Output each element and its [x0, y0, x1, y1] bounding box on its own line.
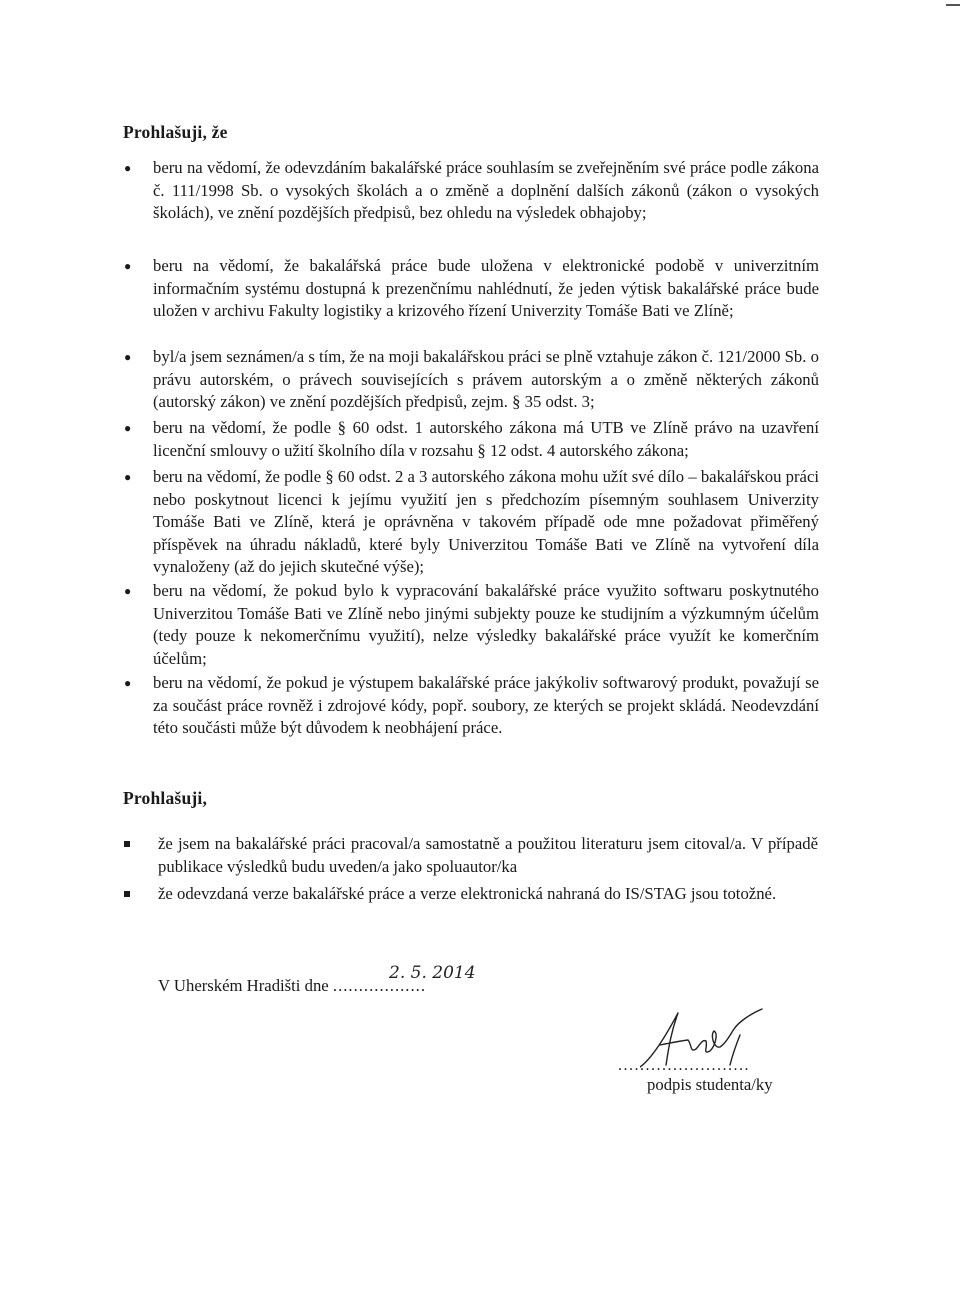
section2-heading: Prohlašuji, — [123, 788, 208, 808]
list-item-text: beru na vědomí, že pokud je výstupem bakalářské práce jakýkoliv softwarový produkt, považují se za součást práce rovněž i zdrojové kódy, popř. soubory, ze kterých se projekt skládá. Neodevzdání této součásti může být důvodem k neobhájení práce. — [153, 673, 819, 738]
handwritten-date: 2. 5. 2014 — [389, 963, 476, 983]
place-label: V Uherském Hradišti dne — [158, 976, 329, 995]
list-item-text: beru na vědomí, že odevzdáním bakalářské práce souhlasím se zveřejněním své práce podle zákona č. 111/1998 Sb. o vysokých školách a o změně a doplnění dalších zákonů (zákon o vysokých školách), ve znění pozdějších předpisů, bez ohledu na výsledek obhajoby; — [153, 158, 819, 223]
section1-heading: Prohlašuji, že — [123, 122, 228, 142]
bullet-icon: ● — [124, 584, 132, 598]
place-date-line — [158, 976, 426, 996]
list-item-text: beru na vědomí, že bakalářská práce bude uložena v elektronické podobě v univerzitním informačním systému dostupná k prezenčnímu nahlédnutí, že jeden výtisk bakalářské práce bude uložen v archivu Fakulty logistiky a krizového řízení Univerzity Tomáše Bati ve Zlíně; — [153, 256, 819, 321]
square-bullet-icon — [124, 841, 130, 847]
bullet-icon: ● — [124, 676, 132, 690]
list-item-text: byl/a jsem seznámen/a s tím, že na moji bakalářskou práci se plně vztahuje zákon č. 121/2000 Sb. o právu autorském, o právech souvisejících s právem autorským a o změně některých zákonů (autorský zákon) ve znění pozdějších předpisů, zejm. § 35 odst. 3; — [153, 347, 819, 412]
bullet-icon: ● — [124, 421, 132, 435]
list-item-text: že odevzdaná verze bakalářské práce a verze elektronická nahraná do IS/STAG jsou totožné. — [158, 884, 777, 903]
bullet-icon: ● — [124, 161, 132, 175]
bullet-icon: ● — [124, 470, 132, 484]
date-dots: .................. — [332, 976, 426, 995]
bullet-icon: ● — [124, 350, 132, 364]
list-item-text: beru na vědomí, že podle § 60 odst. 1 autorského zákona má UTB ve Zlíně právo na uzavření licenční smlouvy o užití školního díla v rozsahu § 12 odst. 4 autorského zákona; — [153, 418, 819, 460]
list-item-text: beru na vědomí, že podle § 60 odst. 2 a 3 autorského zákona mohu užít své dílo – bakalářskou práci nebo poskytnout licenci k jejímu využití jen s předchozím písemným souhlasem Univerzity Tomáše Bati ve Zlíně, která je oprávněna v takovém případě ode mne požadovat přiměřený příspěvek na úhradu nákladů, které byly Univerzitou Tomáše Bati ve Zlíně na vytvoření díla vynaloženy (až do jejich skutečné výše); — [153, 467, 819, 577]
list-item-text: že jsem na bakalářské práci pracoval/a samostatně a použitou literaturu jsem citoval/a. V případě publikace výsledků budu uveden/a jako spoluautor/ka — [158, 834, 818, 876]
square-bullet-icon — [124, 891, 130, 897]
signature-label: podpis studenta/ky — [647, 1075, 773, 1094]
signature-dots: ........................ — [618, 1057, 750, 1074]
list-item-text: beru na vědomí, že pokud bylo k vypracování bakalářské práce využito softwaru poskytnutého Univerzitou Tomáše Bati ve Zlíně nebo jinými subjekty pouze ke studijním a výzkumným účelům (tedy pouze k nekomerčnímu využití), nelze výsledky bakalářské práce využít ke komerčním účelům; — [153, 581, 819, 668]
scan-edge-mark — [946, 4, 960, 6]
bullet-icon: ● — [124, 259, 132, 273]
